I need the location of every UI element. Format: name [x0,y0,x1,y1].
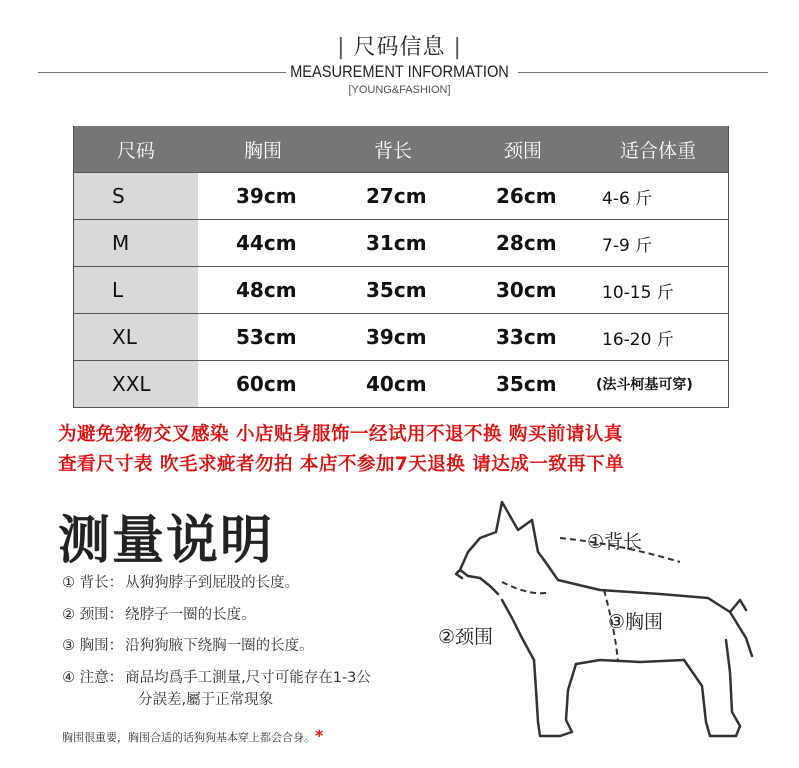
cell-neck: 30cm [458,267,588,314]
neck-label: ②颈围 [438,626,494,648]
instruction-item [62,634,314,655]
cell-size: M [74,220,199,267]
section-title: | 尺码信息 | [337,35,462,60]
footnote-star: * [315,726,324,745]
cell-weight: 10-15 斤 [588,267,729,314]
item-number: ④ [62,670,75,686]
item-number: ② [62,607,75,623]
cell-chest: 39cm [198,173,328,220]
item-key: 胸围： [79,638,124,654]
header-chest: 胸围 [198,126,328,173]
cell-back: 39cm [328,314,458,361]
instruction-item-continued: 分誤差,屬于正常現象 [138,692,274,708]
cell-chest: 48cm [198,267,328,314]
title-subtitle: [YOUNG&FASHION] [348,84,451,96]
item-text: 从狗狗脖子到屁股的长度。 [125,575,300,591]
item-text: 绕脖子一圈的长度。 [125,607,256,623]
cell-weight: 16-20 斤 [588,314,729,361]
table-row [74,314,729,361]
table-row [74,173,729,220]
table-row [74,361,729,408]
cell-neck: 28cm [458,220,588,267]
dog-head-outline [460,532,498,594]
item-text: 商品均爲手工測量,尺寸可能存在1-3公 [125,670,371,686]
instruction-item [62,603,256,624]
table-row [74,220,729,267]
cell-back: 35cm [328,267,458,314]
cell-size: XXL [74,361,199,408]
cell-weight: 4-6 斤 [588,173,729,220]
cell-chest: 53cm [198,314,328,361]
dog-ear-outline [496,502,544,560]
cell-neck: 26cm [458,173,588,220]
item-number: ③ [62,638,75,654]
cell-size: L [74,267,199,314]
table-header-row [74,126,729,173]
cell-chest: 60cm [198,361,328,408]
notice-line-1: 为避免宠物交叉感染 小店贴身服饰一经试用不退不换 购买前请认真 [58,424,623,445]
cell-weight: 7-9 斤 [588,220,729,267]
footnote [62,726,323,745]
instruction-item [62,571,299,592]
header-size: 尺码 [74,126,199,173]
instructions-title: 测量说明 [58,511,275,571]
item-key: 注意： [79,670,124,686]
item-key: 颈围： [79,607,124,623]
header-weight: 适合体重 [588,126,729,173]
back-length-label: ①背长 [587,531,643,553]
cell-weight: (法斗柯基可穿) [588,361,729,408]
cell-back: 40cm [328,361,458,408]
size-table [73,126,729,408]
cell-size: S [74,173,199,220]
cell-chest: 44cm [198,220,328,267]
neck-guide [502,582,550,593]
table-row [74,267,729,314]
cell-neck: 35cm [458,361,588,408]
title-en: MEASUREMENT INFORMATION [290,62,509,81]
dog-rear-leg-outline [684,640,740,736]
cell-size: XL [74,314,199,361]
instruction-item [62,666,371,687]
title-cn: 尺码信息 [353,35,446,60]
item-number: ① [62,575,75,591]
notice-line-2: 查看尺寸表 吹毛求疵者勿拍 本店不参加7天退换 请达成一致再下单 [58,454,625,475]
footnote-text: 胸围很重要，胸围合适的话狗狗基本穿上都会合身。 [62,731,315,744]
cell-back: 27cm [328,173,458,220]
item-text: 沿狗狗腋下绕胸一圈的长度。 [125,638,314,654]
header-neck: 颈围 [458,126,588,173]
header-back: 背长 [328,126,458,173]
chest-label: ③胸围 [608,611,664,633]
item-key: 背长： [79,575,124,591]
dog-front-leg-outline [534,660,576,736]
cell-neck: 33cm [458,314,588,361]
cell-back: 31cm [328,220,458,267]
